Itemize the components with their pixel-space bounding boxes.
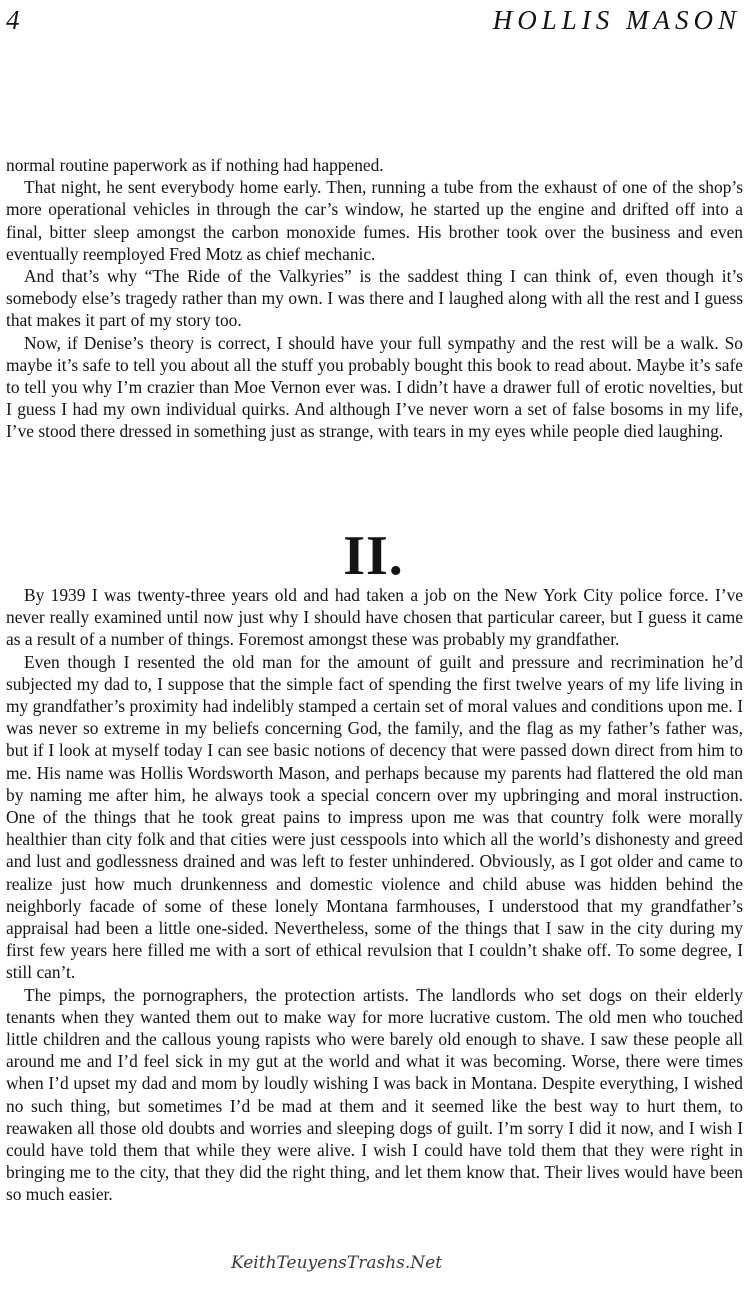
paragraph: Even though I resented the old man for the amount of guilt and pressure and recrimination he’d subjected my dad to, I suppose that the simple fact of spending the first twelve years of my life living in my grandfather’s proximity had indelibly stamped a certain set of moral values and conditions upon me. I was never so extreme in my beliefs concerning God, the family, and the flag as my father’s father was, but if I look at myself today I can see basic notions of decency that were passed down direct from him to me. His name was Hollis Wordsworth Mason, and perhaps because my parents had flattered the old man by naming me after him, he always took a special concern over my upbringing and moral instruction. One of the things that he took great pains to impress upon me was that country folk were morally healthier than city folk and that cities were just cesspools into which all the world’s dishonesty and greed and lust and godlessness drained and was left to fester unhindered. Obviously, as I got older and came to realize just how much drunkenness and domestic violence and child abuse was hidden behind the neighborly facade of some of these lonely Montana farmhouses, I understood that my grandfather’s appraisal had been a little one-sided. Nevertheless, some of the things that I saw in the city during my first few years here filled me with a sort of ethical revulsion that I couldn’t shake off. To some degree, I still can’t. <box>6 651 743 983</box>
paragraph: normal routine paperwork as if nothing had happened. <box>6 155 384 175</box>
paragraph: The pimps, the pornographers, the protection artists. The landlords who set dogs on their elderly tenants when they wanted them out to make way for more lucrative custom. The old men who touched little children and the callous young rapists who were barely old enough to shave. I saw these people all around me and I’d feel sick in my gut at the world and what it was becoming. Worse, there were times when I’d upset my dad and mom by loudly wishing I was back in Montana. Despite everything, I wished no such thing, but sometimes I’d be mad at them and it seemed like the best way to hurt them, to reawaken all those old doubts and worries and sleeping dogs of guilt. I’m sorry I did it now, and I wish I could have told them that while they were alive. I wish I could have told them that they were right in bringing me to the city, that they did the right thing, and let them know that. Their lives would have been so much easier. <box>6 984 743 1205</box>
paragraph: And that’s why “The Ride of the Valkyries” is the saddest thing I can think of, even though it’s somebody else’s tragedy rather than my own. I was there and I laughed along with all the rest and I guess that makes it part of my story too. <box>6 266 743 331</box>
paragraph: That night, he sent everybody home early. Then, running a tube from the exhaust of one of the shop’s more operational vehicles in through the car’s window, he started up the engine and drifted off into a final, bitter sleep amongst the carbon monoxide fumes. His brother took over the business and even eventually reemployed Fred Motz as chief mechanic. <box>6 177 743 264</box>
paragraph: Now, if Denise’s theory is correct, I should have your full sympathy and the rest will be a walk. So maybe it’s safe to tell you about all the stuff you probably bought this book to read about. Maybe it’s safe to tell you why I’m crazier than Moe Vernon ever was. I didn’t have a drawer full of erotic novelties, but I guess I had my own individual quirks. And although I’ve never worn a set of false bosoms in my life, I’ve stood there dressed in something just as strange, with tears in my eyes while people died laughing. <box>6 332 743 442</box>
chapter-heading-text: II. <box>343 525 404 587</box>
running-head: HOLLIS MASON <box>492 5 741 35</box>
paragraph: By 1939 I was twenty-three years old and had taken a job on the New York City police force. I’ve never really examined until now just why I should have chosen that particular career, but I guess it came as a result of a number of things. Foremost amongst these was probably my grandfather. <box>6 585 743 650</box>
page-number: 4 <box>6 5 20 35</box>
text-block-bottom <box>6 584 743 1206</box>
text-block-top <box>6 154 743 443</box>
watermark: KeithTeuyensTrashs.Net <box>228 1253 445 1273</box>
page-header <box>6 2 741 38</box>
